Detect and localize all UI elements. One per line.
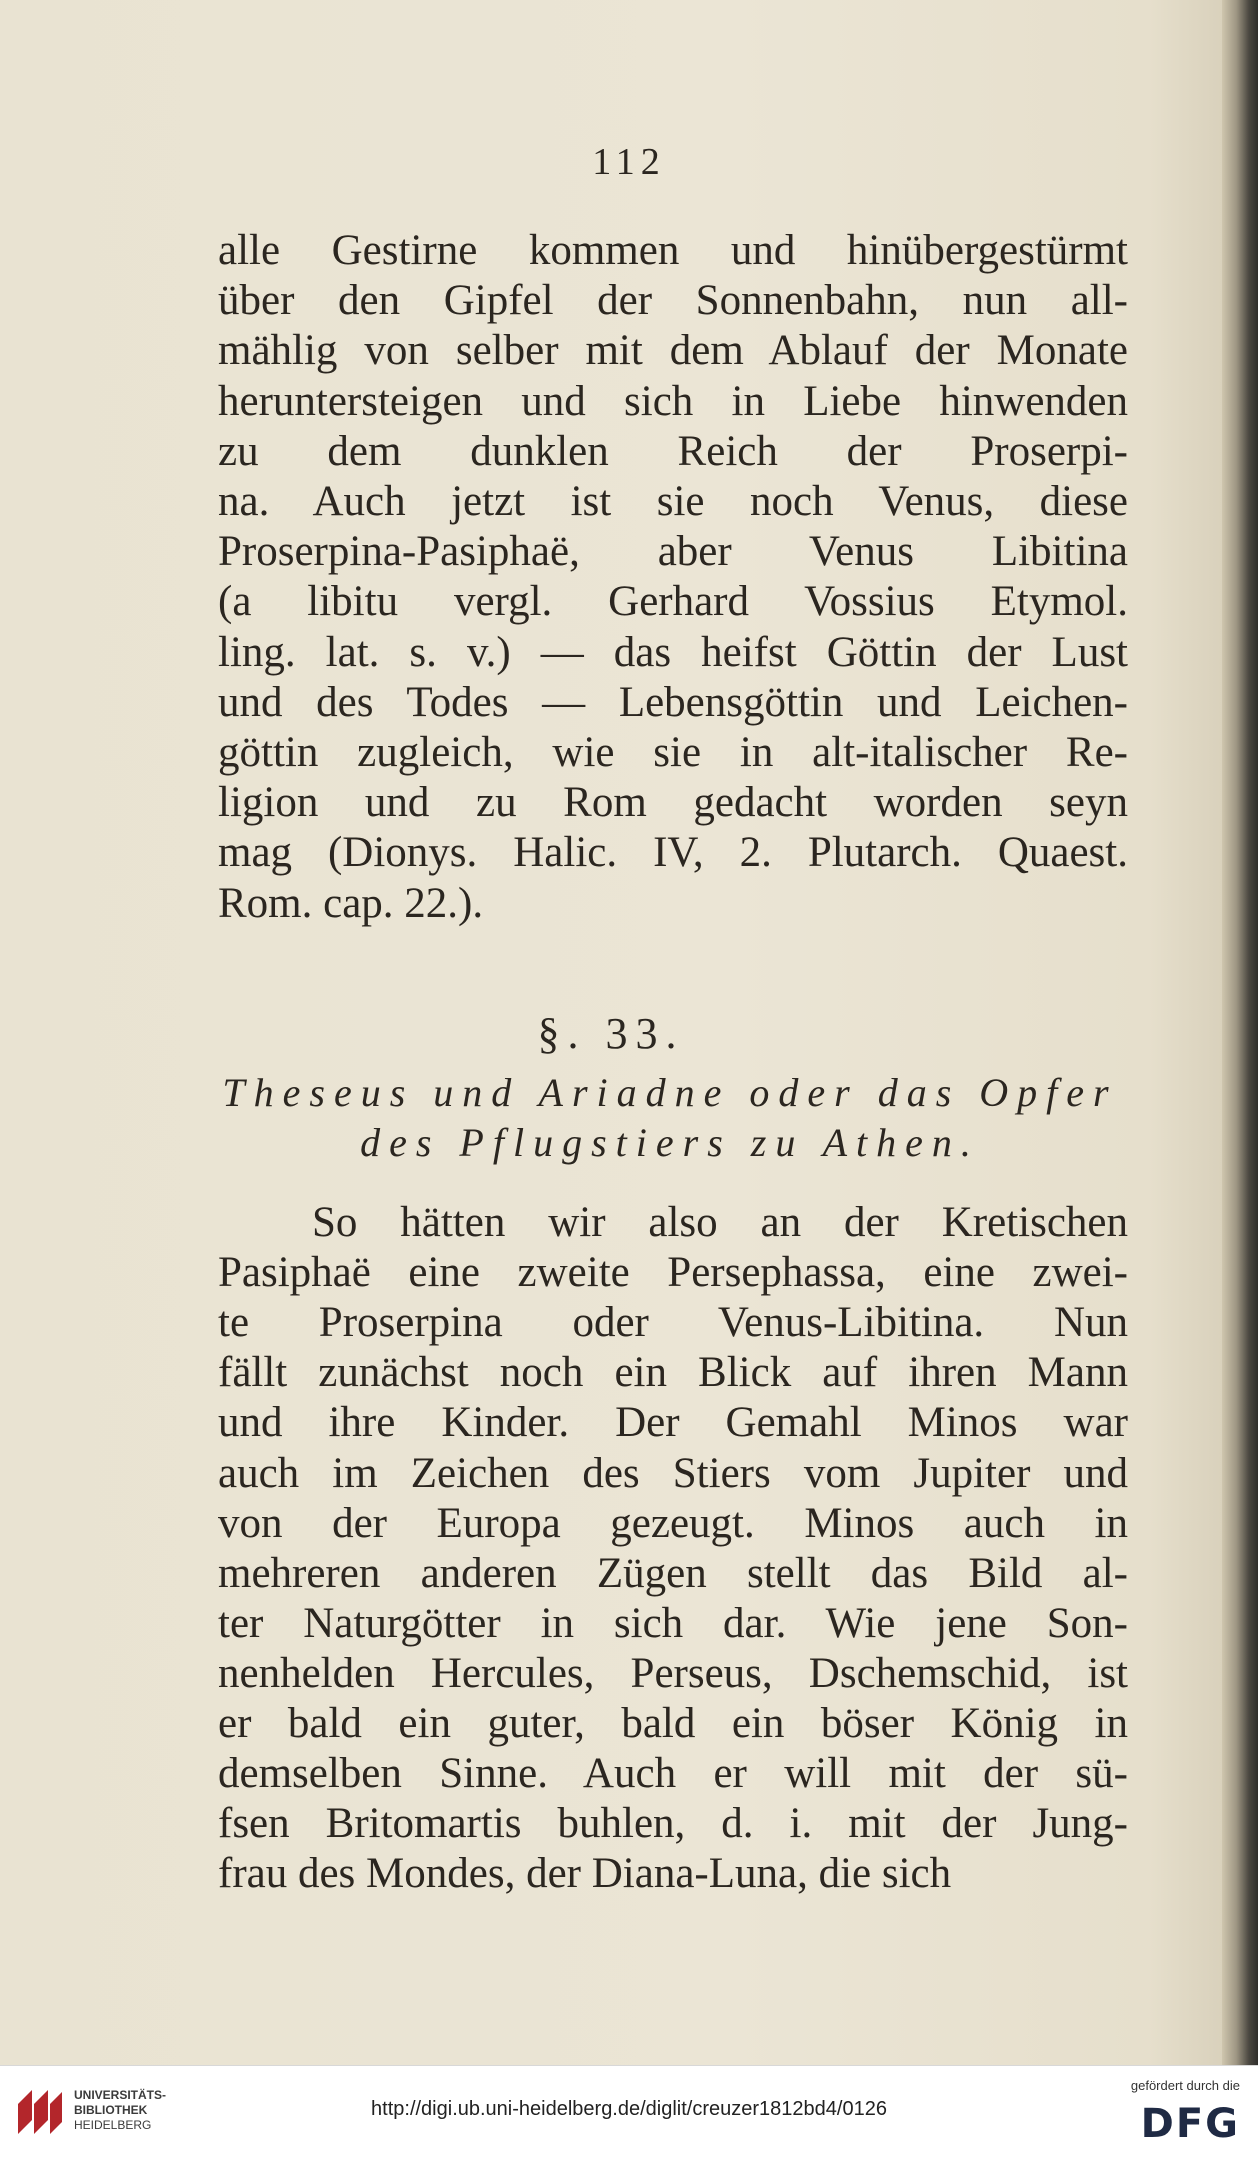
text-line: und ihre Kinder. Der Gemahl Minos war bbox=[218, 1399, 1128, 1447]
text-line: So hätten wir also an der Kretischen bbox=[312, 1199, 1128, 1246]
text-line: mehreren anderen Zügen stellt das Bild al- bbox=[218, 1549, 1128, 1597]
text-line: ter Naturgötter in sich dar. Wie jene Son- bbox=[218, 1599, 1128, 1647]
text-line: Proserpina-Pasiphaë, aber Venus Libitina bbox=[218, 528, 1128, 576]
text-line: (a libitu vergl. Gerhard Vossius Etymol. bbox=[218, 578, 1128, 626]
text-line: fällt zunächst noch ein Blick auf ihren Mann bbox=[218, 1349, 1128, 1397]
text-line: te Proserpina oder Venus-Libitina. Nun bbox=[218, 1299, 1128, 1347]
section-heading: §. 33. bbox=[537, 1009, 685, 1058]
text-line: Rom. cap. 22.). bbox=[218, 879, 484, 927]
section-title-line-2: des Pflugstiers zu Athen. bbox=[360, 1120, 980, 1165]
text-line: nenhelden Hercules, Perseus, Dschemschid, ist bbox=[218, 1649, 1128, 1697]
text-line: mag (Dionys. Halic. IV, 2. Plutarch. Quaest. bbox=[218, 829, 1128, 877]
text-line: na. Auch jetzt ist sie noch Venus, diese bbox=[218, 478, 1128, 525]
text-line: auch im Zeichen des Stiers vom Jupiter und bbox=[218, 1449, 1128, 1497]
text-line: mählig von selber mit dem Ablauf der Monate bbox=[218, 327, 1128, 375]
funding-label: gefördert durch die bbox=[1130, 2078, 1240, 2093]
text-line: von der Europa gezeugt. Minos auch in bbox=[218, 1499, 1128, 1547]
text-line: zu dem dunklen Reich der Proserpi- bbox=[218, 427, 1128, 475]
text-line: Pasiphaë eine zweite Persephassa, eine zwei- bbox=[218, 1249, 1128, 1297]
text-line: göttin zugleich, wie sie in alt-italischer Re- bbox=[218, 729, 1128, 776]
text-line: frau des Mondes, der Diana-Luna, die sich bbox=[218, 1850, 952, 1898]
permalink-url[interactable]: http://digi.ub.uni-heidelberg.de/diglit/creuzer1812bd4/0126 bbox=[371, 2098, 887, 2120]
text-line: über den Gipfel der Sonnenbahn, nun all- bbox=[218, 277, 1128, 325]
viewer-footer bbox=[0, 2065, 1258, 2158]
section-title-line-1: Theseus und Ariadne oder das Opfer bbox=[222, 1070, 1118, 1115]
text-line: heruntersteigen und sich in Liebe hinwenden bbox=[218, 377, 1128, 425]
library-name: UNIVERSITÄTS- BIBLIOTHEK HEIDELBERG bbox=[74, 2088, 167, 2132]
text-line: alle Gestirne kommen und hinübergestürmt bbox=[218, 227, 1128, 274]
text-line: demselben Sinne. Auch er will mit der sü- bbox=[218, 1750, 1128, 1798]
book-gutter-shadow bbox=[1222, 0, 1258, 2065]
page-number: 112 bbox=[592, 141, 666, 183]
text-line: ligion und zu Rom gedacht worden seyn bbox=[218, 779, 1128, 827]
text-line: er bald ein guter, bald ein böser König in bbox=[218, 1700, 1128, 1747]
text-line: und des Todes — Lebensgöttin und Leichen- bbox=[218, 678, 1128, 726]
dfg-logo: DFG bbox=[1140, 2101, 1240, 2147]
text-line: ling. lat. s. v.) — das heifst Göttin der Lust bbox=[218, 628, 1128, 676]
text-line: fsen Britomartis buhlen, d. i. mit der Jung- bbox=[218, 1800, 1128, 1848]
